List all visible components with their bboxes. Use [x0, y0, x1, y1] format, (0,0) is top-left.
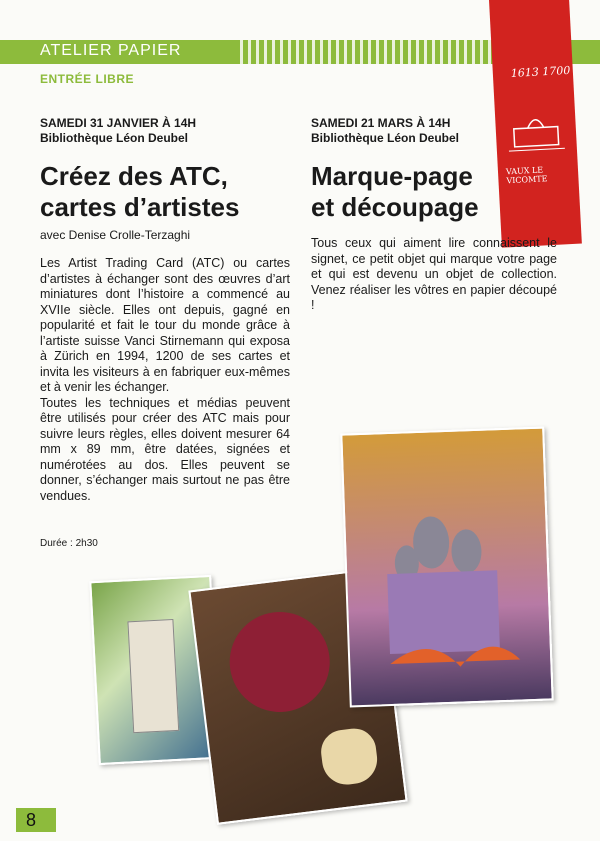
- left-place: Bibliothèque Léon Deubel: [40, 131, 189, 145]
- entry-label: ENTRÉE LIBRE: [40, 72, 135, 86]
- page-number-badge: [16, 808, 56, 832]
- girl-portrait-image: [127, 619, 179, 733]
- section-title: ATELIER PAPIER: [40, 42, 182, 59]
- page-number: 8: [26, 810, 37, 830]
- bookmark-years: 1613 1700: [510, 63, 571, 80]
- decorative-stripes: [240, 40, 500, 64]
- bookmark-illustration: [489, 0, 582, 248]
- left-title-line1: Créez des ATC,: [40, 161, 228, 191]
- atc-card-cathedral: [340, 427, 553, 708]
- right-place: Bibliothèque Léon Deubel: [311, 131, 460, 145]
- left-byline: avec Denise Crolle-Terzaghi: [40, 228, 191, 242]
- bookmark-caption: VAUX LE VICOMTE: [505, 165, 548, 186]
- right-date: SAMEDI 21 MARS À 14H: [311, 116, 451, 130]
- red-circle-image: [224, 606, 335, 717]
- onion-domes-icon: [342, 429, 551, 706]
- duration: Durée : 2h30: [40, 538, 98, 549]
- rabbit-shape: [319, 726, 380, 787]
- right-body: Tous ceux qui aiment lire connaissent le signet, ce petit objet qui marque votre page et qui est devenu un objet de collection. Venez réaliser les vôtres en papier découpé !: [311, 236, 557, 312]
- chateau-icon: [504, 96, 567, 159]
- right-title-line2: et découpage: [311, 192, 479, 222]
- left-body: Les Artist Trading Card (ATC) ou cartes d’artistes à échanger sont des œuvres d’art miniatures dont l’histoire a commencé au XVIIe siècle. Elles ont depuis, gagné en popularité et fait le tour du monde grâce à l’artiste suisse Vanci Stirnemann qui exposa à Zürich en 1994, 1200 de ses cartes et invita les visiteurs à en fabriquer eux-mêmes et à venir les échanger. Toutes les techniques et médias peuvent être utilisés pour créer des ATC mais pour suivre leurs règles, elles doivent mesurer 64 mm x 89 mm, être datées, signées et numérotées au dos. Elles peuvent se donner, s’échanger mais surtout ne pas être vendues.: [40, 256, 290, 503]
- right-title-line1: Marque-page: [311, 161, 473, 191]
- left-date: SAMEDI 31 JANVIER À 14H: [40, 116, 197, 130]
- left-title-line2: cartes d’artistes: [40, 192, 240, 222]
